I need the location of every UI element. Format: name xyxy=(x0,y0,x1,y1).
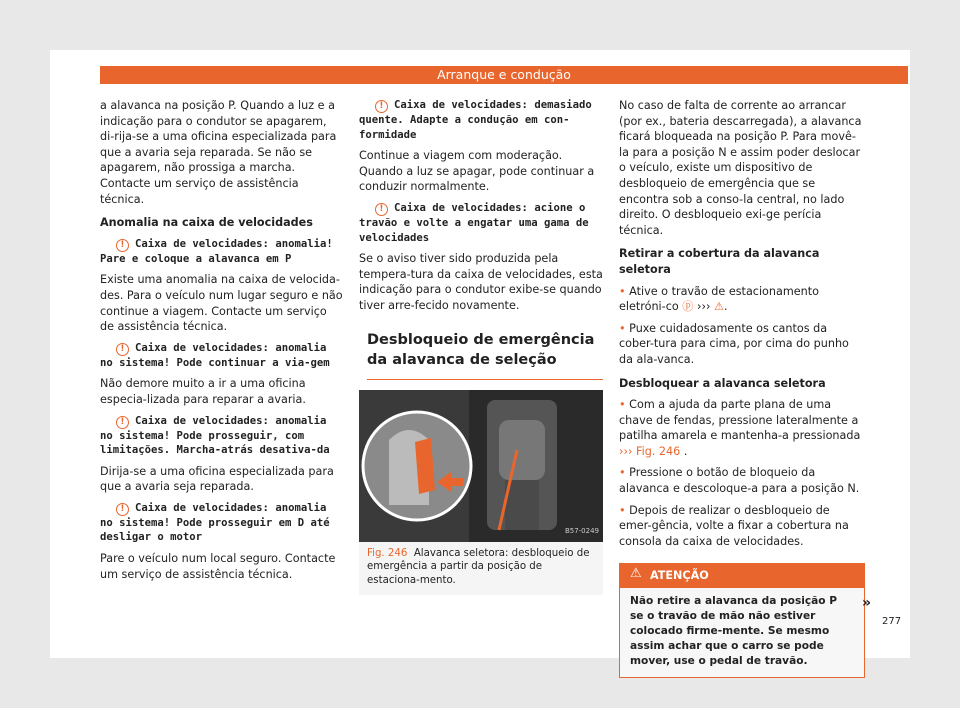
warning-message: ! Caixa de velocidades: acione o travão e volte a engatar uma gama de velocidades xyxy=(359,201,589,244)
warning-circle-icon: ! xyxy=(116,239,129,252)
subheading: Anomalia na caixa de velocidades xyxy=(100,216,313,230)
bullet-icon: • xyxy=(619,284,626,298)
bullet-icon: • xyxy=(619,503,626,517)
warning-triangle-icon: ⚠ xyxy=(714,300,725,314)
paragraph: Se o aviso tiver sido produzida pela tempera-tura da caixa de velocidades, esta indicação para o condutor exibe-se quando tiver arre-fecido novamente. xyxy=(359,252,603,312)
paragraph: a alavanca na posição P. Quando a luz e a indicação para o condutor se apagarem, di-rija-se a uma oficina especializada para que a avaria seja reparada. Se não se apagarem, não prossiga a marcha. Contacte um serviço de assistência técnica. xyxy=(100,99,337,206)
warning-box-header: ⚠ ATENÇÃO xyxy=(620,564,864,588)
warning-message: ! Caixa de velocidades: anomalia no sistema! Pode prosseguir, com limitações. Marcha-atrás desativa-da xyxy=(100,414,330,457)
bullet-item: • Pressione o botão de bloqueio da alavanca e descoloque-a para a posição N. xyxy=(619,466,860,496)
warning-message: ! Caixa de velocidades: anomalia! Pare e coloque a alavanca em P xyxy=(100,237,333,265)
warning-box-text: Não retire a alavanca da posição P se o travão de mão não estiver colocado firme-mente. Se mesmo assim achar que o carro se pode mover, use o pedal de travão. xyxy=(620,588,864,677)
bullet-item: • Puxe cuidadosamente os cantos da cober-tura para cima, por cima do punho da ala-vanca. xyxy=(619,321,849,366)
bullet-icon: • xyxy=(619,398,626,412)
bullet-item: • Com a ajuda da parte plana de uma chave de fendas, pressione lateralmente a patilha amarela e mantenha-a pressionada ››› Fig. 246 . xyxy=(619,398,861,458)
page-number: 277 xyxy=(882,616,902,627)
gear-lever-figure xyxy=(359,390,603,542)
gear-lever-illustration xyxy=(359,390,603,542)
parking-brake-icon: ⓟ xyxy=(682,300,694,314)
paragraph: No caso de falta de corrente ao arrancar (por ex., bateria descarregada), a alavanca ficará bloqueada na posição P. Para movê-la para a posição N e assim poder deslocar o veículo, existe um dispositivo de desbloqueio de emergência que se encontra sob a conso-la central, no lado direito. O desbloqueio exi-ge perícia técnica. xyxy=(619,99,862,237)
chapter-header: Arranque e condução xyxy=(100,66,908,84)
paragraph: Dirija-se a uma oficina especializada para que a avaria seja reparada. xyxy=(100,464,334,494)
warning-circle-icon: ! xyxy=(116,416,129,429)
bullet-item: • Ative o travão de estacionamento eletróni-co ⓟ ››› ⚠. xyxy=(619,284,819,314)
warning-circle-icon: ! xyxy=(116,343,129,356)
manual-page xyxy=(50,50,910,668)
bullet-icon: • xyxy=(619,466,626,480)
figure-id: B57-0249 xyxy=(564,526,599,535)
figure-label: Fig. 246 xyxy=(367,547,408,559)
warning-message: ! Caixa de velocidades: anomalia no sistema! Pode prosseguir em D até desligar o motor xyxy=(100,501,330,544)
subheading: Desbloquear a alavanca seletora xyxy=(619,376,826,390)
bullet-item: • Depois de realizar o desbloqueio de emer-gência, volte a fixar a cobertura na consola da caixa de velocidades. xyxy=(619,503,849,548)
warning-circle-icon: ! xyxy=(116,503,129,516)
paragraph: Não demore muito a ir a uma oficina especia-lizada para reparar a avaria. xyxy=(100,377,306,406)
continued-marker: » xyxy=(862,595,872,611)
figure-reference-link[interactable]: ››› Fig. 246 xyxy=(619,444,681,458)
paragraph: Existe uma anomalia na caixa de velocida-des. Para o veículo num lugar seguro e não continue a viagem. Contacte um serviço de assistência técnica. xyxy=(100,273,343,334)
column-right xyxy=(619,98,863,678)
warning-message: ! Caixa de velocidades: anomalia no sistema! Pode continuar a via-gem xyxy=(100,341,330,369)
column-left xyxy=(100,98,344,588)
warning-box xyxy=(619,563,865,678)
subheading: Retirar a cobertura da alavanca seletora xyxy=(619,247,820,276)
paragraph: Pare o veículo num local seguro. Contacte um serviço de assistência técnica. xyxy=(100,552,336,581)
warning-circle-icon: ! xyxy=(375,203,388,216)
column-middle xyxy=(359,98,603,595)
warning-circle-icon: ! xyxy=(375,100,388,113)
bullet-icon: • xyxy=(619,321,626,335)
figure-caption: Fig. 246 Alavanca seletora: desbloqueio de emergência a partir da posição de estaciona-mento. xyxy=(359,542,603,596)
paragraph: Continue a viagem com moderação. Quando a luz se apagar, pode continuar a conduzir normalmente. xyxy=(359,149,595,194)
warning-triangle-icon: ⚠ xyxy=(630,566,642,582)
warning-message: ! Caixa de velocidades: demasiado quente. Adapte a condução em con-formidade xyxy=(359,99,592,141)
section-heading: Desbloqueio de emergência da alavanca de seleção xyxy=(367,330,603,380)
